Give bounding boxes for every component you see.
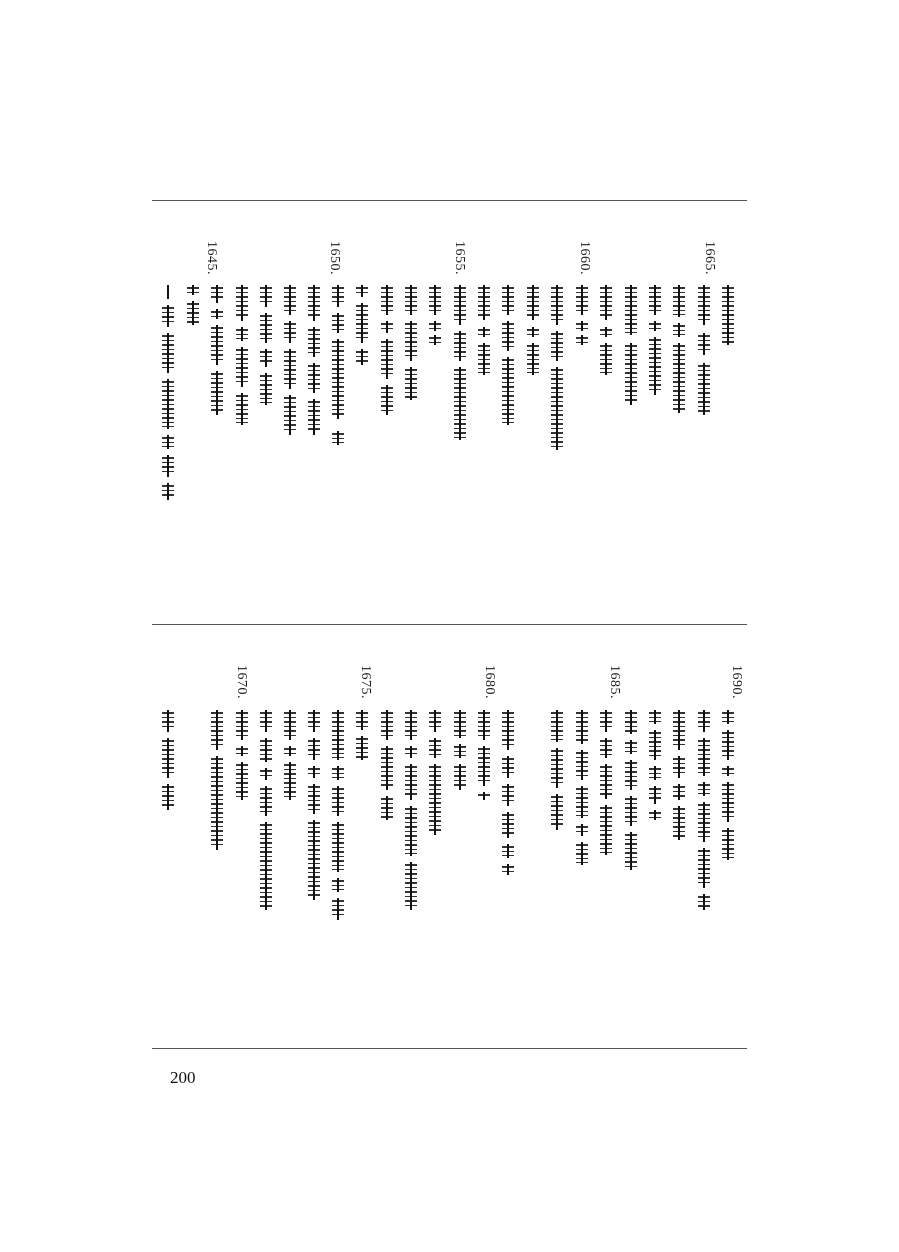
verse-column (330, 710, 346, 920)
verse-column (403, 710, 419, 910)
verse-column (452, 710, 468, 790)
line-number-1655: 1655. (452, 241, 467, 275)
line-number-1690: 1690. (729, 665, 744, 699)
verse-column (720, 710, 736, 860)
verse-column (696, 285, 712, 415)
verse-column (354, 710, 370, 760)
top-rule (152, 200, 747, 201)
verse-column (623, 285, 639, 405)
verse-column (549, 710, 565, 830)
page-number: 200 (170, 1068, 196, 1087)
bottom-rule (152, 1048, 747, 1049)
verse-column (160, 305, 176, 500)
verse-column (330, 285, 346, 445)
verse-column (185, 285, 201, 325)
verse-column (282, 710, 298, 800)
line-number-1675: 1675. (358, 665, 373, 699)
verse-column (160, 710, 176, 810)
verse-column (476, 285, 492, 375)
middle-rule (152, 624, 747, 625)
verse-column (427, 285, 443, 345)
verse-column (671, 710, 687, 840)
verse-column (403, 285, 419, 400)
line-number-1650: 1650. (327, 241, 342, 275)
verse-column (379, 710, 395, 820)
verse-column (574, 285, 590, 345)
verse-column (574, 710, 590, 865)
em-dash (167, 285, 169, 299)
line-number-1665: 1665. (702, 241, 717, 275)
line-number-1645: 1645. (204, 241, 219, 275)
line-number-1660: 1660. (577, 241, 592, 275)
verse-column (379, 285, 395, 415)
verse-column (720, 285, 736, 345)
verse-column (500, 285, 516, 425)
verse-column (234, 710, 250, 800)
verse-column (525, 285, 541, 375)
verse-column (696, 710, 712, 910)
verse-column (209, 285, 225, 415)
verse-column (306, 710, 322, 900)
verse-column (209, 710, 225, 850)
verse-column (598, 710, 614, 855)
verse-column (647, 710, 663, 820)
verse-column (647, 285, 663, 395)
line-number-1670: 1670. (234, 665, 249, 699)
verse-column (258, 285, 274, 405)
verse-column (452, 285, 468, 440)
verse-column (476, 710, 492, 800)
line-number-1685: 1685. (607, 665, 622, 699)
verse-column (500, 710, 516, 875)
verse-column (549, 285, 565, 450)
verse-column (623, 710, 639, 870)
line-number-1680: 1680. (482, 665, 497, 699)
verse-column (354, 285, 370, 365)
verse-column (306, 285, 322, 435)
verse-column (258, 710, 274, 910)
verse-column (427, 710, 443, 835)
verse-column (671, 285, 687, 415)
verse-column (234, 285, 250, 425)
verse-column (598, 285, 614, 375)
verse-column (282, 285, 298, 435)
